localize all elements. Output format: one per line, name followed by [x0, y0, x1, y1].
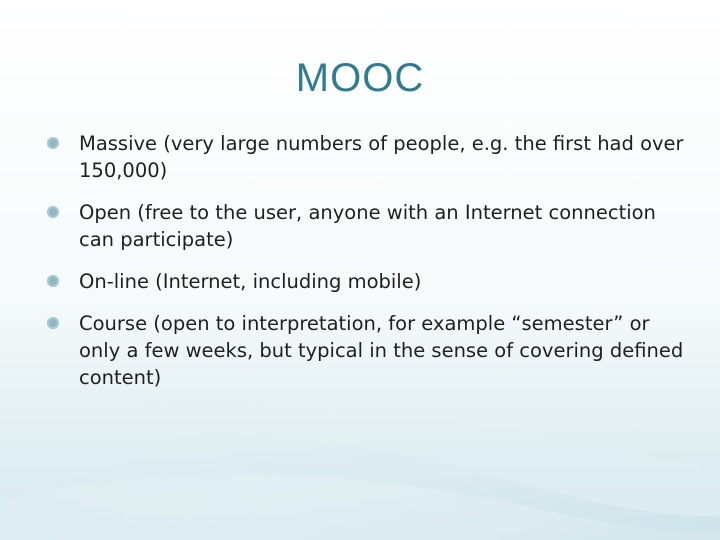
bullet-text: Massive (very large numbers of people, e.g. the first had over 150,000) — [79, 132, 684, 182]
bullet-item-open — [46, 199, 686, 253]
bullet-item-online — [46, 268, 686, 295]
bullet-item-massive — [46, 130, 686, 184]
bullet-text: Course (open to interpretation, for example “semester” or only a few weeks, but typical in the sense of covering defined content) — [79, 312, 684, 389]
bullet-text: On-line (Internet, including mobile) — [79, 270, 422, 293]
bullet-dot-icon — [47, 206, 59, 218]
bullet-list — [46, 130, 686, 406]
bullet-item-course — [46, 310, 686, 391]
slide-title: MOOC — [295, 56, 425, 100]
bullet-text: Open (free to the user, anyone with an Internet connection can participate) — [79, 201, 656, 251]
bullet-dot-icon — [47, 317, 59, 329]
bullet-dot-icon — [47, 137, 59, 149]
bullet-dot-icon — [47, 275, 59, 287]
